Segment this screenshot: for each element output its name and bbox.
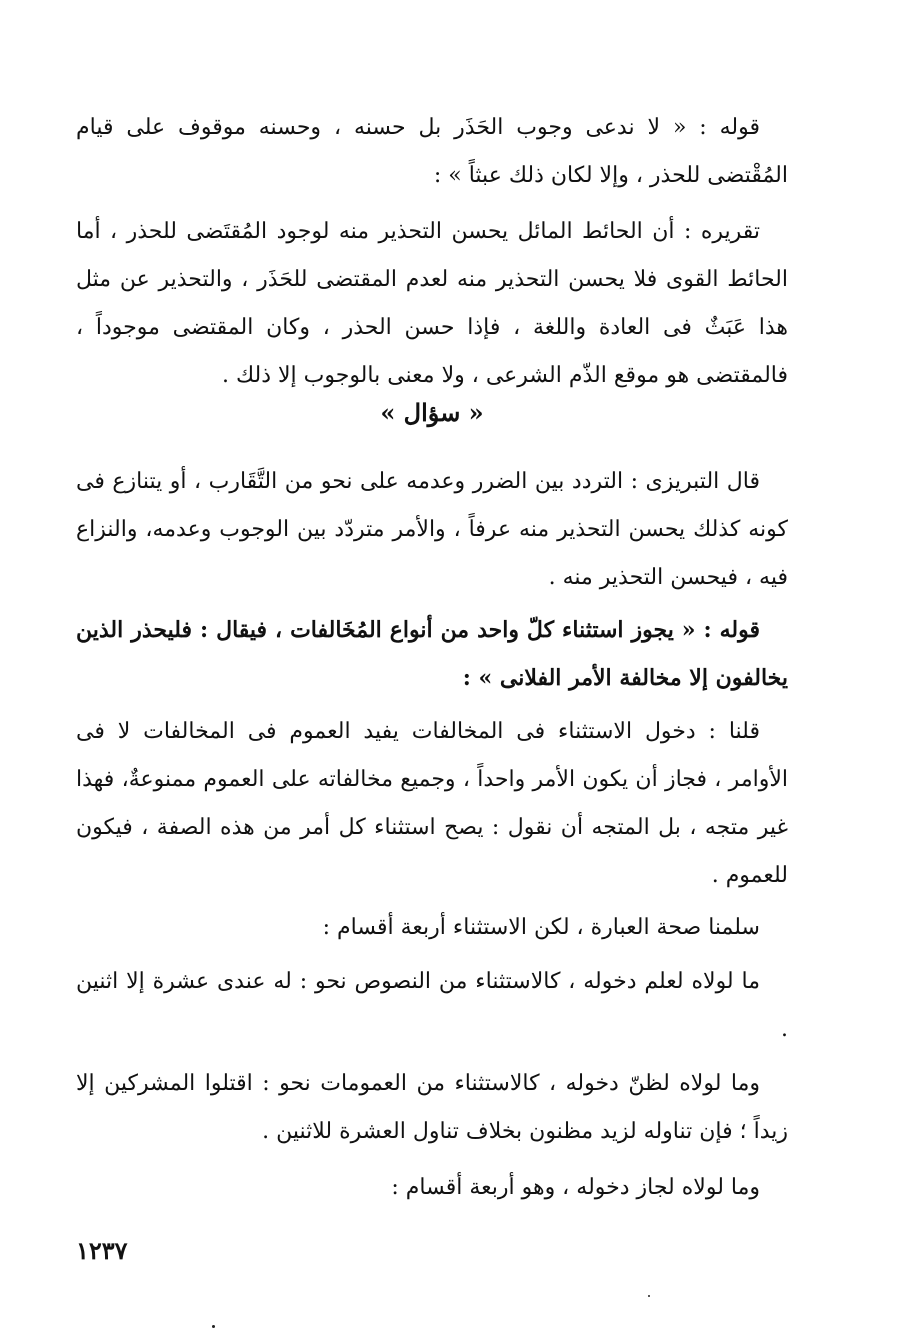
scan-speck: [212, 1325, 215, 1328]
paragraph-8-block: [76, 1060, 788, 1156]
paragraph-6-block: [76, 904, 788, 952]
paragraph-7-block: [76, 958, 788, 1054]
paragraph-3-block: [76, 458, 788, 602]
paragraph-6: سلمنا صحة العبارة ، لكن الاستثناء أربعة أقسام :: [322, 915, 760, 940]
section-heading: « سؤال »: [380, 398, 484, 427]
paragraph-9: وما لولاه لجاز دخوله ، وهو أربعة أقسام :: [391, 1175, 760, 1200]
paragraph-1-block: [76, 104, 788, 200]
paragraph-5-block: [76, 708, 788, 900]
page-number: ١٢٣٧: [76, 1236, 128, 1265]
paragraph-3: قال التبريزى : التردد بين الضرر وعدمه على نحو من التَّقَارب ، أو يتنازع فى كونه كذلك يحسن التحذير منه عرفاً ، والأمر متردّد بين الوجوب وعدمه، والنزاع فيه ، فيحسن التحذير منه .: [76, 469, 788, 590]
paragraph-4-block: [76, 606, 788, 702]
paragraph-2-block: [76, 208, 788, 400]
scan-speck: [648, 1295, 650, 1297]
paragraph-5: قلنا : دخول الاستثناء فى المخالفات يفيد العموم فى المخالفات لا فى الأوامر ، فجاز أن يكون الأمر واحداً ، وجميع مخالفاته على العموم ممنوعةٌ، فهذا غير متجه ، بل المتجه أن نقول : يصح استثناء كل أمر من هذه الصفة ، فيكون للعموم .: [76, 719, 788, 888]
paragraph-2: تقريره : أن الحائط المائل يحسن التحذير منه لوجود المُقتَضى للحذر ، أما الحائط القوى فلا يحسن التحذير منه لعدم المقتضى للحَذَر ، والتحذير عن مثل هذا عَبَثٌ فى العادة واللغة ، فإذا حسن الحذر ، وكان المقتضى موجوداً ، فالمقتضى هو موقع الذّم الشرعى ، ولا معنى بالوجوب إلا ذلك .: [76, 219, 788, 388]
paragraph-8: وما لولاه لظنّ دخوله ، كالاستثناء من العمومات نحو : اقتلوا المشركين إلا زيداً ؛ فإن تناوله لزيد مظنون بخلاف تناول العشرة للاثنين .: [76, 1071, 788, 1144]
paragraph-9-block: [76, 1164, 788, 1212]
paragraph-4: قوله : « يجوز استثناء كلّ واحد من أنواع المُخَالفات ، فيقال : فليحذر الذين يخالفون إلا مخالفة الأمر الفلانى » :: [76, 617, 788, 691]
paragraph-7: ما لولاه لعلم دخوله ، كالاستثناء من النصوص نحو : له عندى عشرة إلا اثنين .: [76, 969, 788, 1042]
paragraph-1: قوله : « لا ندعى وجوب الحَذَر بل حسنه ، وحسنه موقوف على قيام المُقْتضى للحذر ، وإلا لكان ذلك عبثاً » :: [76, 115, 788, 188]
